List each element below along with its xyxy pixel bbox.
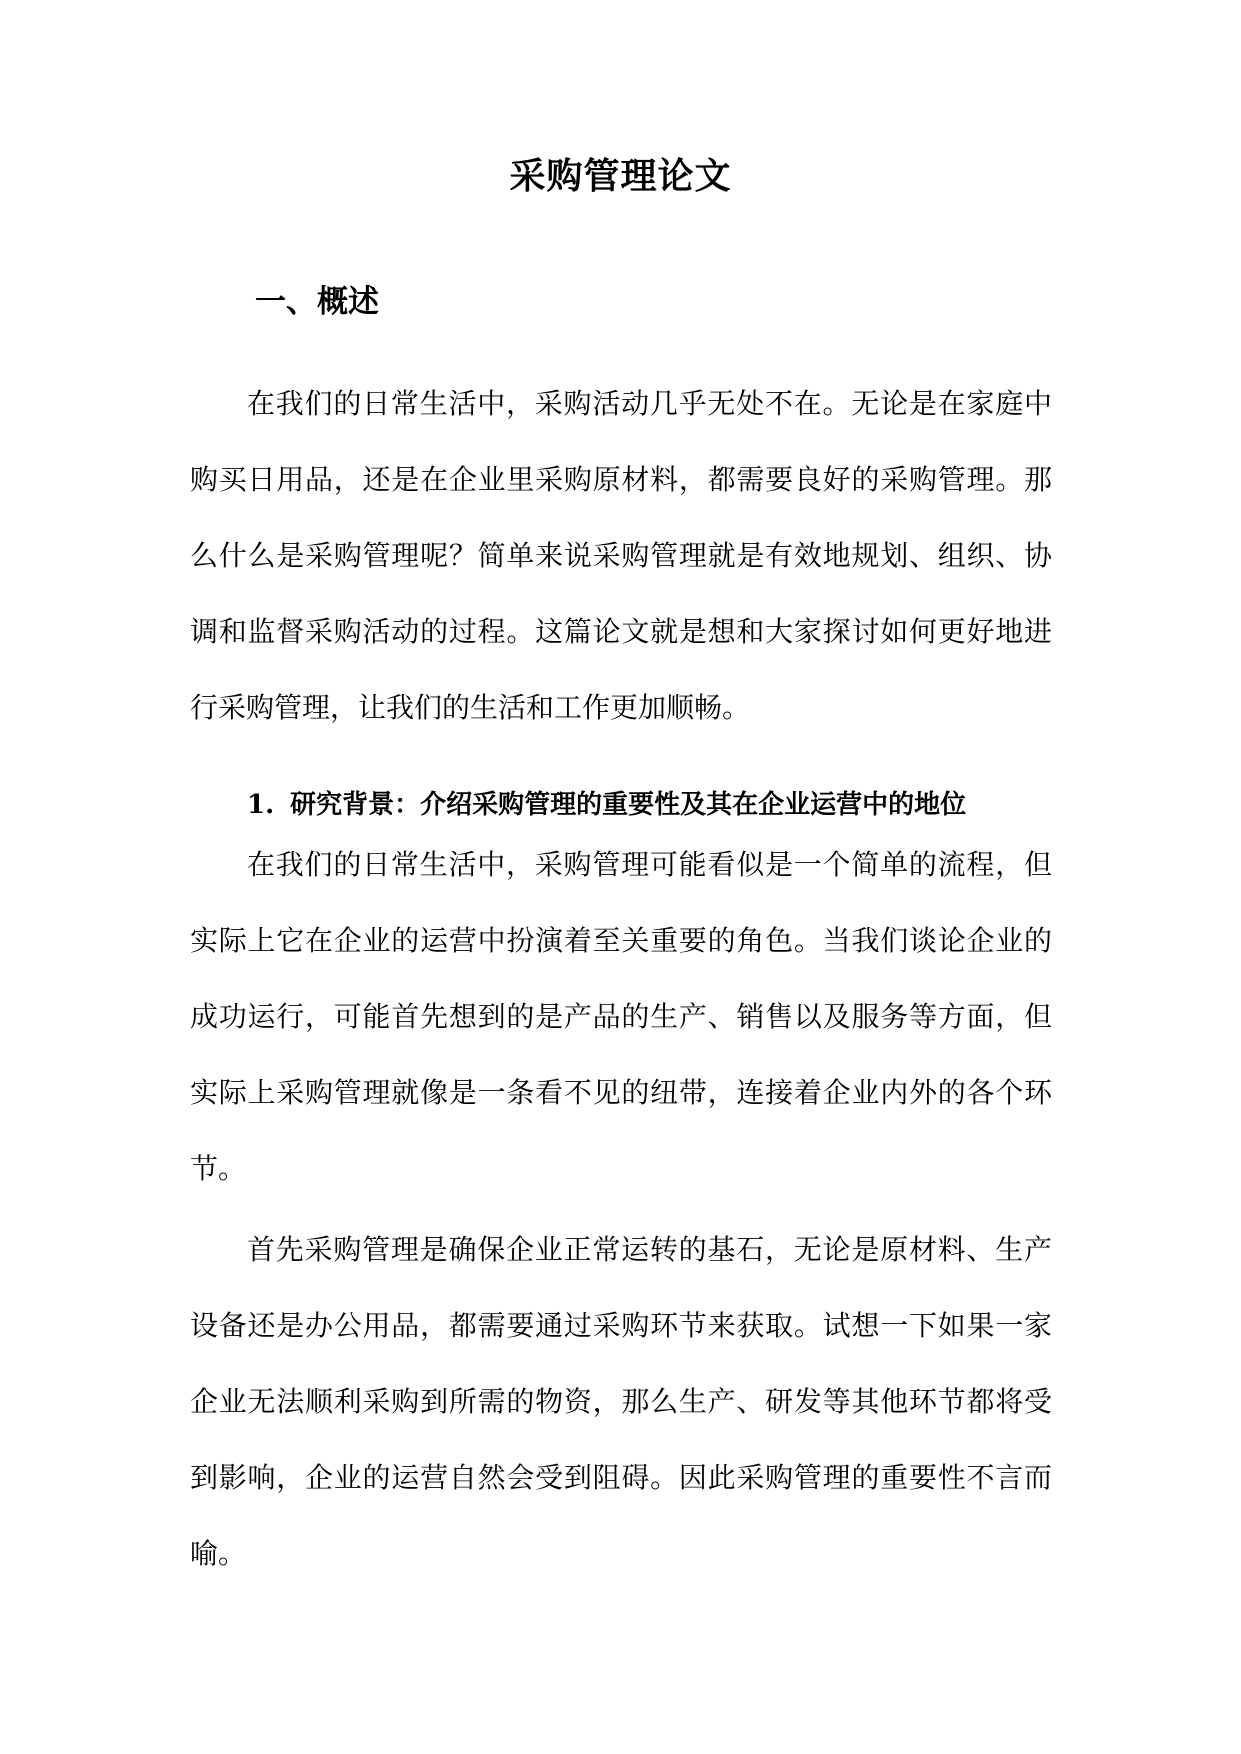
background-paragraph-2: 首先采购管理是确保企业正常运转的基石，无论是原材料、生产设备还是办公用品，都需要通过采购环节来获取。试想一下如果一家企业无法顺利采购到所需的物资，那么生产、研发等其他环节都将受到影响，企业的运营自然会受到阻碍。因此采购管理的重要性不言而喻。 xyxy=(190,1233,1052,1570)
background-paragraph-1: 在我们的日常生活中，采购管理可能看似是一个简单的流程，但实际上它在企业的运营中扮演着至关重要的角色。当我们谈论企业的成功运行，可能首先想到的是产品的生产、销售以及服务等方面，但实际上采购管理就像是一条看不见的纽带，连接着企业内外的各个环节。 xyxy=(190,848,1052,1185)
page-title: 采购管理论文 xyxy=(509,155,732,197)
overview-paragraph: 在我们的日常生活中，采购活动几乎无处不在。无论是在家庭中购买日用品，还是在企业里采购原材料，都需要良好的采购管理。那么什么是采购管理呢？简单来说采购管理就是有效地规划、组织、协调和监督采购活动的过程。这篇论文就是想和大家探讨如何更好地进行采购管理，让我们的生活和工作更加顺畅。 xyxy=(190,387,1052,724)
section-heading-overview: 一、概述 xyxy=(255,284,379,320)
subsection-heading-research-background xyxy=(247,783,1067,827)
subsection-heading-text: 研究背景：介绍采购管理的重要性及其在企业运营中的地位 xyxy=(290,790,967,820)
subsection-number: 1. xyxy=(247,790,275,820)
